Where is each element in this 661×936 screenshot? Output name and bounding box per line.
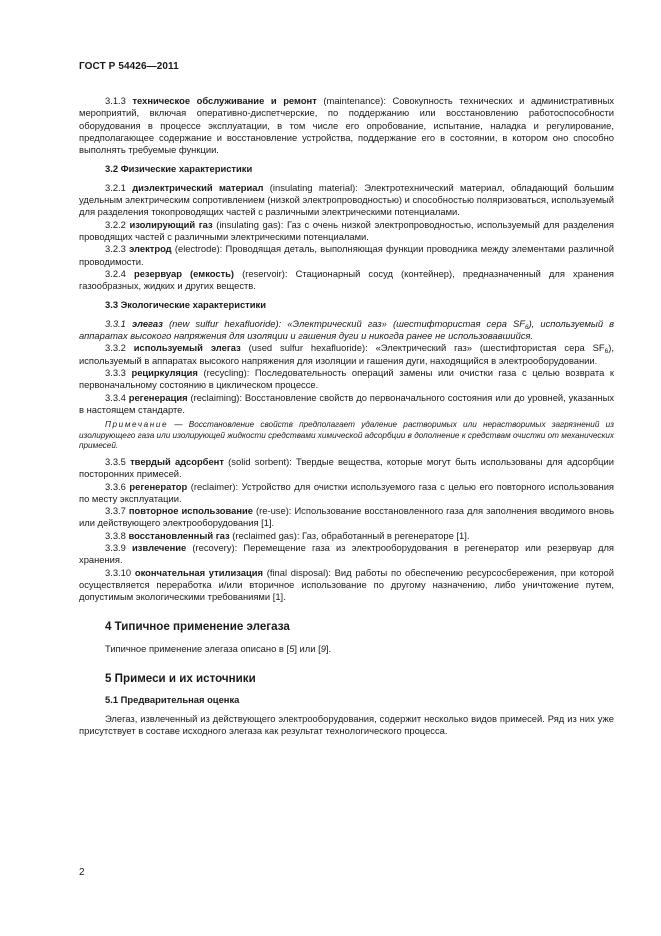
clause-3-3-9 (79, 542, 614, 567)
clause-3-3-6 (79, 481, 614, 506)
definition: (electrode): Проводящая деталь, выполняющая функции проводника между элементами различной проводимости. (79, 243, 614, 267)
definition: (used sulfur hexafluoride): «Электрический газ» (шестифтористая сера SF (240, 342, 605, 354)
section-4-text (79, 643, 614, 655)
clause-number: 3.3.2 (105, 342, 126, 354)
definition: (final disposal): Вид работы по обеспечению ресурсосбережения, при которой осуществляется переработка и/или вторичное использование по другому назначению, либо уничтожение путем, допустимым экологическими требованиями [1]. (79, 566, 615, 603)
clause-number: 3.1.3 (105, 95, 126, 106)
clause-number: 3.3.6 (105, 480, 126, 492)
clause-3-3-10 (79, 567, 614, 604)
definition: (new sulfur hexafluoride): «Электрический газ» (шестифтористая сера SF (162, 317, 525, 329)
clause-3-3-8 (79, 530, 614, 542)
page-number: 2 (79, 867, 85, 878)
definition: (maintenance): Совокупность технических и административных мероприятий, включая оперативно-диспетчерские, по поддержанию или восстановлению работоспособности оборудования в процессе эксплуатации, в том числе его опробование, испытание, наладка и регулирование, предполагающее содержание и восстановление устройства, поддержание его в состоянии, в котором оно способно выполнять требуемые функции. (79, 95, 615, 156)
term: извлечение (132, 541, 187, 553)
term: регенерация (128, 391, 188, 403)
subscript: 6 (524, 323, 529, 331)
definition: (solid sorbent): Твердые вещества, которые могут быть использованы для адсорбции посторонних примесей. (79, 455, 615, 480)
reference: 5 (289, 642, 295, 654)
term: твердый адсорбент (130, 455, 224, 467)
clause-number: 3.2.1 (105, 181, 126, 193)
clause-3-2-2 (79, 219, 614, 244)
definition: (recovery): Перемещение газа из электрооборудования в регенератор или резервуар для хранения. (79, 541, 615, 566)
document-header: ГОСТ Р 54426—2011 (79, 61, 179, 72)
definition-cont: ), используемый в аппаратах высокого напряжения для изоляции и гашения дуги, находящийся в электрооборудовании. (79, 342, 614, 366)
term: элегаз (131, 317, 163, 329)
definition: (insulating material): Электротехнический материал, обладающий большим удельным электрическим сопротивлением (низкой электропроводностью) и способностью поляризоваться, используемый для разделения токопроводящих частей с различными электрическими потенциалами. (79, 181, 614, 218)
definition: (reservoir): Стационарный сосуд (контейнер), предназначенный для хранения газообразных, жидких и других веществ. (79, 267, 615, 292)
clause-3-3-1 (79, 318, 614, 343)
clause-3-3-7 (79, 505, 614, 530)
clause-3-1-3 (79, 95, 614, 156)
term: изолирующий газ (129, 218, 213, 230)
clause-number: 3.3.5 (105, 455, 126, 467)
note (79, 420, 614, 452)
reference: 9 (320, 642, 326, 654)
definition: (reclaimed gas): Газ, обработанный в регенераторе [1]. (229, 529, 470, 541)
subscript: 6 (604, 348, 609, 356)
clause-3-3-2 (79, 342, 614, 367)
definition-cont: ), используемый в аппаратах высокого напряжения для изоляции и гашения дуги и никогда ранее не использовавшийся. (79, 317, 615, 342)
term: восстановленный газ (128, 529, 230, 541)
term: резервуар (емкость) (133, 267, 235, 279)
term: электрод (129, 243, 172, 255)
clause-number: 3.3.7 (105, 505, 126, 517)
clause-number: 3.3.10 (105, 566, 132, 578)
term: рециркуляция (131, 366, 198, 378)
note-label: Примечание (105, 420, 169, 430)
term: регенератор (129, 480, 188, 492)
clause-number: 3.3.4 (105, 391, 126, 403)
definition: (reclaimer): Устройство для очистки используемого газа с целью его повторного использования по месту эксплуатации. (79, 480, 615, 504)
document-body (79, 95, 614, 737)
clause-3-3-3 (79, 367, 614, 392)
note-text: — Восстановление свойств предполагает удаление растворимых или нерастворимых загрязнений из изолирующего газа или изолирующей жидкости средствами химической адсорбции в дополнение к средствам очистки от механических примесей. (79, 420, 614, 451)
section-5-1-text: Элегаз, извлеченный из действующего электрооборудования, содержит несколько видов примесей. Ряд из них уже присутствует в составе исходного элегаза как результат технологического процесса. (79, 712, 614, 736)
clause-3-3-5 (79, 456, 614, 481)
clause-3-2-4 (79, 268, 614, 293)
clause-number: 3.3.8 (105, 529, 126, 541)
term: техническое обслуживание и ремонт (132, 95, 317, 106)
section-3-2-title: 3.2 Физические характеристики (105, 163, 253, 175)
text: Типичное применение элегаза описано в [ (105, 642, 290, 654)
clause-3-2-1 (79, 182, 614, 219)
section-3-3-title: 3.3 Экологические характеристики (105, 299, 266, 311)
definition: (reclaiming): Восстановление свойств до первоначального состояния или до уровней, указанных в настоящем стандарте. (79, 391, 615, 415)
clause-number: 3.3.9 (105, 541, 126, 553)
text: ]. (325, 642, 332, 654)
clause-number: 3.2.2 (105, 218, 126, 230)
term: используемый элегаз (133, 342, 241, 354)
section-4-title: 4 Типичное применение элегаза (105, 620, 290, 634)
term: окончательная утилизация (134, 566, 263, 578)
definition: (re-use): Использование восстановленного газа для заполнения вводимого вновь или действующего электрооборудования [1]. (79, 505, 614, 529)
clause-number: 3.2.3 (105, 243, 126, 255)
definition: (insulating gas): Газ с очень низкой электропроводностью, используемый для разделения проводящих частей с различными электрическими потенциалами. (79, 218, 614, 242)
section-5-title: 5 Примеси и их источники (105, 672, 256, 686)
section-5-1-title: 5.1 Предварительная оценка (105, 694, 240, 706)
clause-3-3-4 (79, 392, 614, 417)
clause-number: 3.3.1 (105, 317, 126, 329)
term: диэлектрический материал (132, 181, 264, 193)
clause-number: 3.2.4 (105, 267, 126, 279)
clause-3-2-3 (79, 243, 614, 268)
clause-number: 3.3.3 (105, 366, 126, 378)
term: повторное использование (128, 505, 253, 517)
text: ] или [ (294, 642, 321, 654)
definition: (recycling): Последовательность операций замены или очистки газа с целью возврата к первоначальному состоянию в циклическом процессе. (79, 366, 614, 391)
